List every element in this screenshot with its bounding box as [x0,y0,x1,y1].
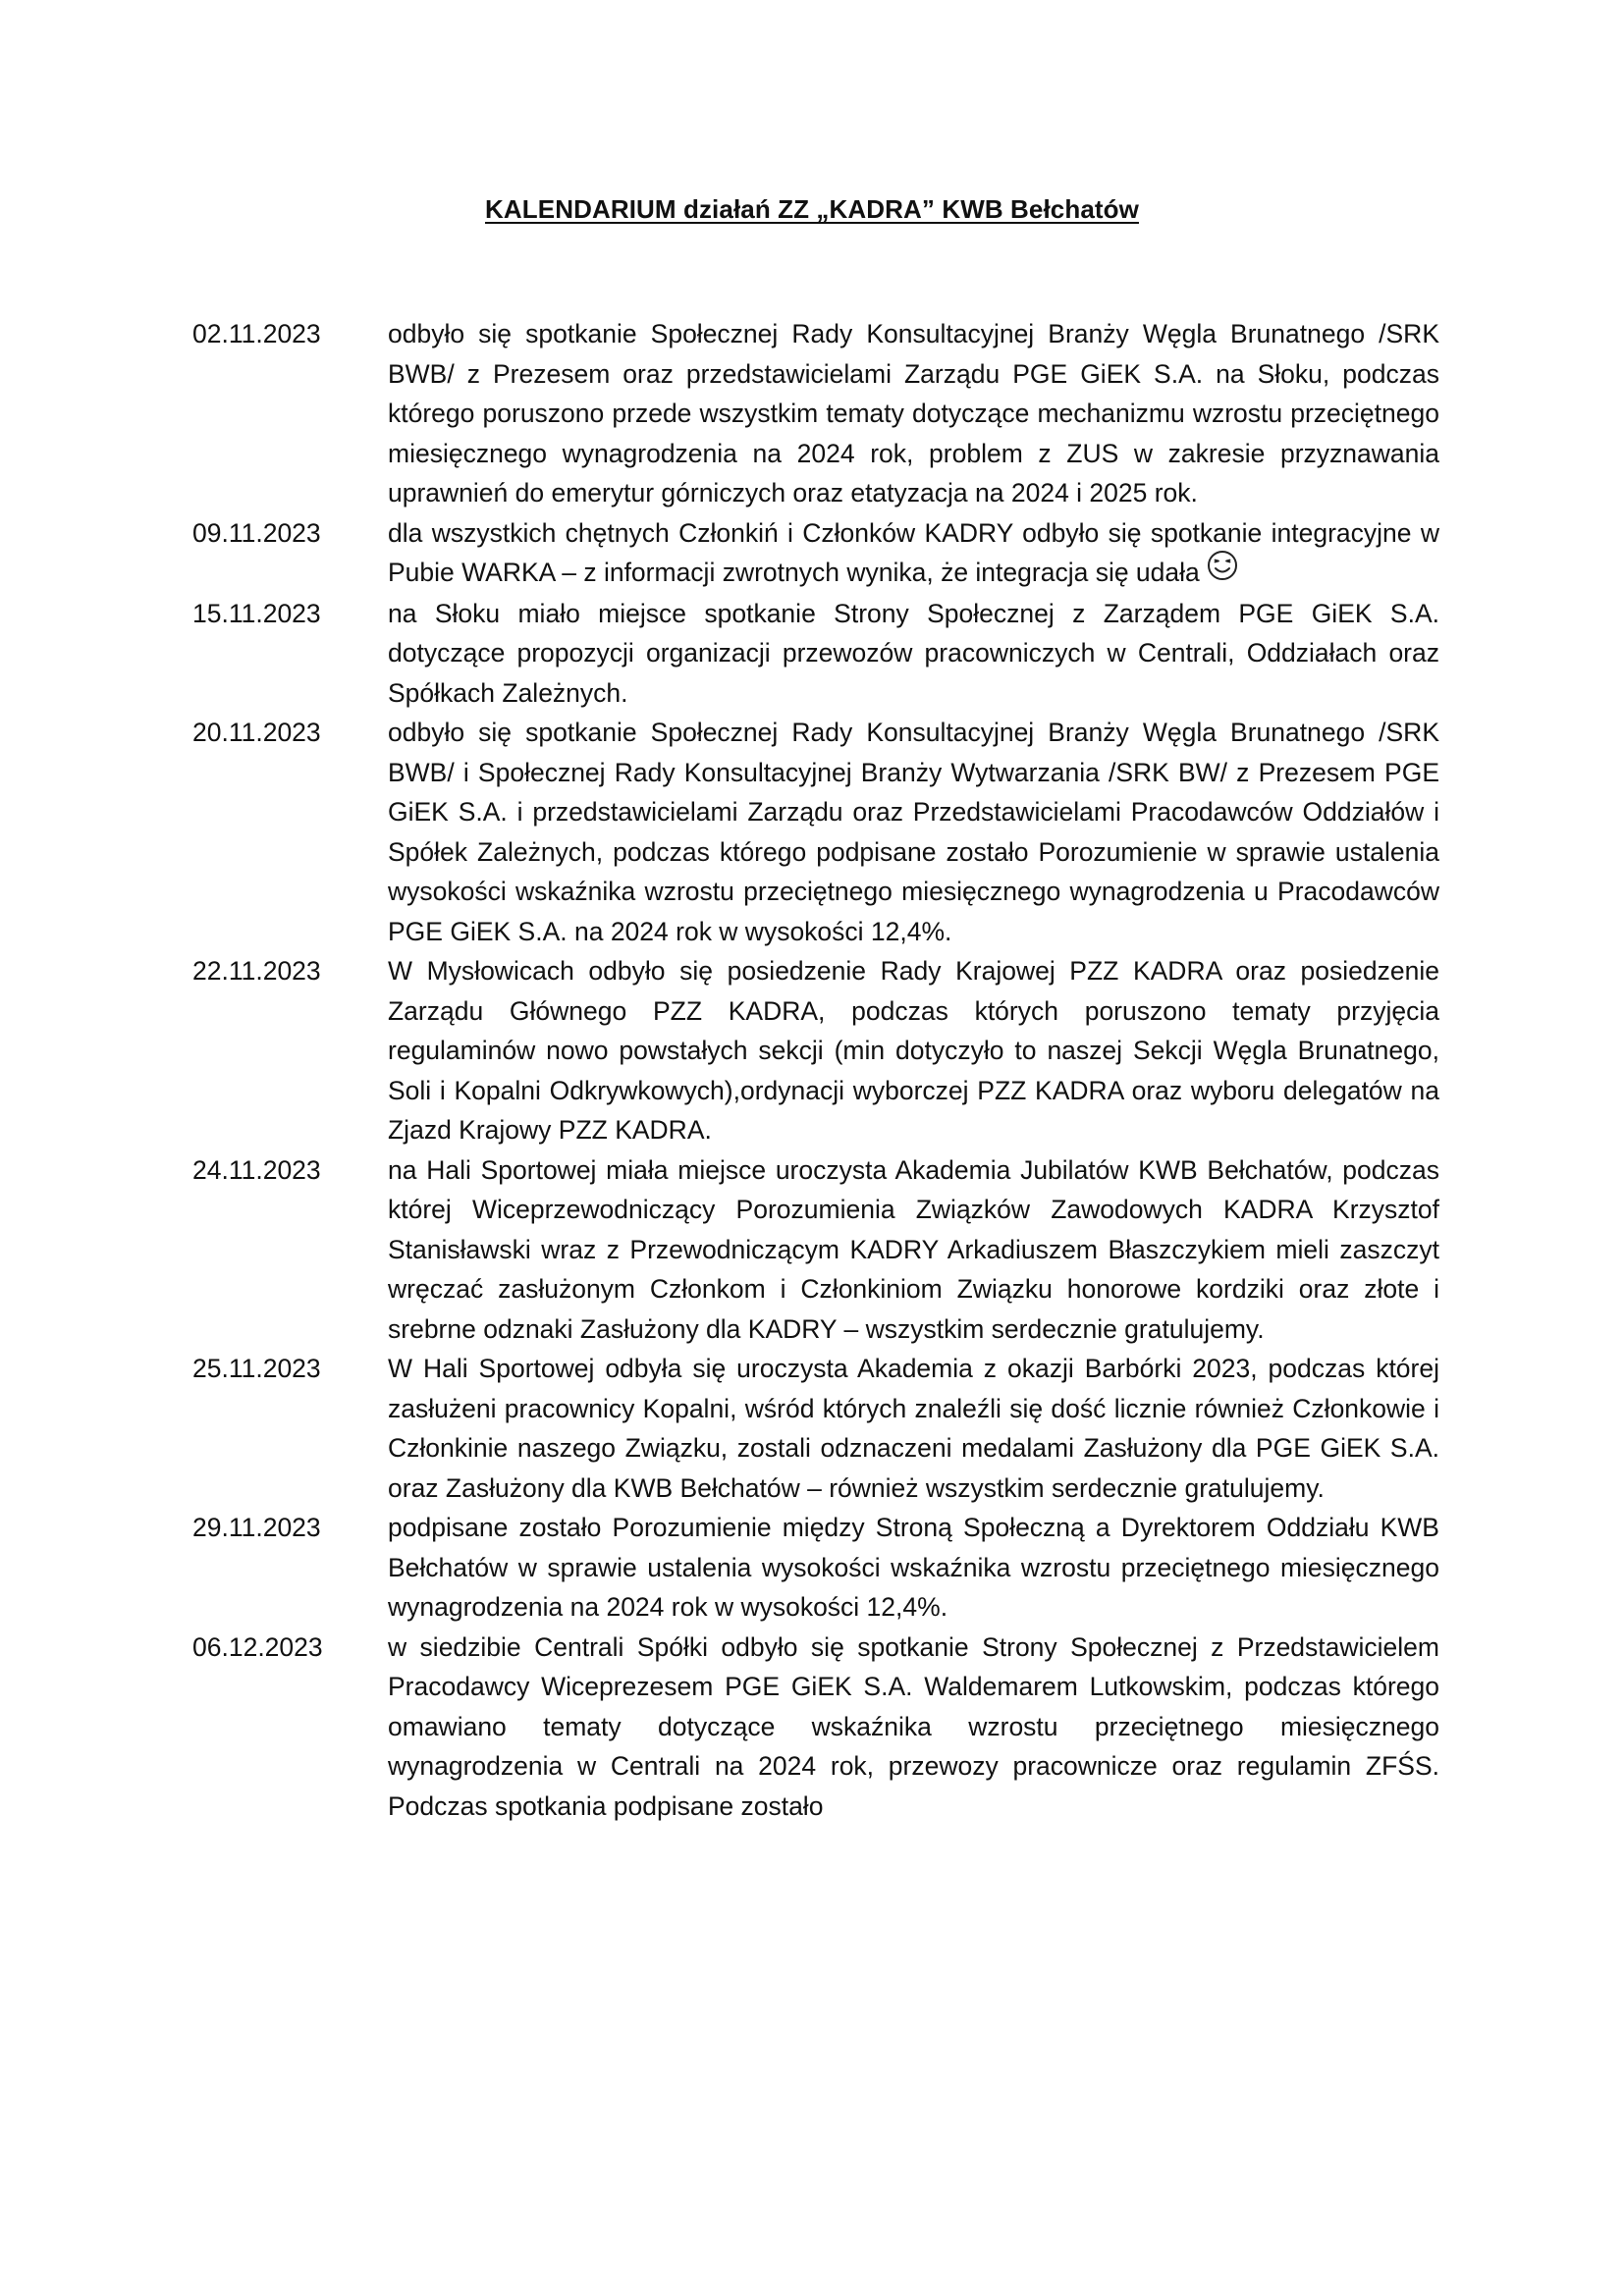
entry-text: W Hali Sportowej odbyła się uroczysta Akademia z okazji Barbórki 2023, podczas której zasłużeni pracownicy Kopalni, wśród których znaleźli się dość licznie również Członkowie i Członkinie naszego Związku, zostali odznaczeni medalami Zasłużony dla PGE GiEK S.A. oraz Zasłużony dla KWB Bełchatów – również wszystkim serdecznie gratulujemy. [388,1354,1439,1503]
entry-text-container [388,513,1439,594]
entry-date: 25.11.2023 [192,1354,321,1384]
calendar-entry [192,1150,1439,1350]
entry-text: odbyło się spotkanie Społecznej Rady Konsultacyjnej Branży Węgla Brunatnego /SRK BWB/ z Prezesem oraz przedstawicielami Zarządu PGE GiEK S.A. na Słoku, podczas którego poruszono przede wszystkim tematy dotyczące mechanizmu wzrostu przeciętnego miesięcznego wynagrodzenia na 2024 rok, problem z ZUS w zakresie przyznawania uprawnień do emerytur górniczych oraz etatyzacja na 2024 i 2025 rok. [388,319,1439,507]
entry-date: 22.11.2023 [192,956,321,987]
entry-text: W Mysłowicach odbyło się posiedzenie Rady Krajowej PZZ KADRA oraz posiedzenie Zarządu Głównego PZZ KADRA, podczas których poruszono tematy przyjęcia regulaminów nowo powstałych sekcji (min dotyczyło to naszej Sekcji Węgla Brunatnego, Soli i Kopalni Odkrywkowych),ordynacji wyborczej PZZ KADRA oraz wyboru delegatów na Zjazd Krajowy PZZ KADRA. [388,956,1439,1146]
calendar-entry [192,1508,1439,1628]
calendar-entry [192,594,1439,714]
entry-date: 24.11.2023 [192,1154,321,1185]
entry-date: 09.11.2023 [192,517,321,548]
entry-date: 02.11.2023 [192,319,321,348]
entry-date: 15.11.2023 [192,598,321,628]
entry-date: 29.11.2023 [192,1513,321,1543]
calendar-entry [192,1628,1439,1827]
calendar-entries [192,314,1439,1826]
entry-text: na Hali Sportowej miała miejsce uroczysta Akademia Jubilatów KWB Bełchatów, podczas której Wiceprzewodniczący Porozumienia Związków Zawodowych KADRA Krzysztof Stanisławski wraz z Przewodniczącym KADRY Arkadiuszem Błaszczykiem mieli zaszczyt wręczać zasłużonym Członkom i Członkiniom Związku honorowe kordziki oraz złote i srebrne odznaki Zasłużony dla KADRY – wszystkim serdecznie gratulujemy. [388,1154,1439,1344]
entry-text: w siedzibie Centrali Spółki odbyło się spotkanie Strony Społecznej z Przedstawicielem Pracodawcy Wiceprezesem PGE GiEK S.A. Waldemarem Lutkowskim, podczas którego omawiano tematy dotyczące wskaźnika wzrostu przeciętnego miesięcznego wynagrodzenia w Centrali na 2024 rok, przewozy pracownicze oraz regulamin ZFŚS. Podczas spotkania podpisane zostało [388,1631,1439,1821]
smiley-wink-icon [1206,549,1239,594]
entry-date: 06.12.2023 [192,1631,323,1662]
entry-text: dla wszystkich chętnych Członkiń i Członków KADRY odbyło się spotkanie integracyjne w Pubie WARKA – z informacji zwrotnych wynika, że integracja się udała [388,517,1439,587]
entry-text: na Słoku miało miejsce spotkanie Strony Społecznej z Zarządem PGE GiEK S.A. dotyczące propozycji organizacji przewozów pracowniczych w Centrali, Oddziałach oraz Spółkach Zależnych. [388,598,1439,708]
calendar-entry [192,314,1439,513]
calendar-entry [192,713,1439,951]
document-title: KALENDARIUM działań ZZ „KADRA” KWB Bełchatów [485,194,1139,224]
calendar-entry [192,513,1439,594]
calendar-entry [192,1349,1439,1508]
entry-text: podpisane zostało Porozumienie między Stroną Społeczną a Dyrektorem Oddziału KWB Bełchatów w sprawie ustalenia wysokości wskaźnika wzrostu przeciętnego miesięcznego wynagrodzenia na 2024 rok w wysokości 12,4%. [388,1513,1439,1623]
calendar-entry [192,951,1439,1150]
entry-date: 20.11.2023 [192,718,321,748]
entry-text: odbyło się spotkanie Społecznej Rady Konsultacyjnej Branży Węgla Brunatnego /SRK BWB/ i Społecznej Rady Konsultacyjnej Branży Wytwarzania /SRK BW/ z Prezesem PGE GiEK S.A. i przedstawicielami Zarządu oraz Przedstawicielami Pracodawców Oddziałów i Spółek Zależnych, podczas którego podpisane zostało Porozumienie w sprawie ustalenia wysokości wskaźnika wzrostu przeciętnego miesięcznego wynagrodzenia u Pracodawców PGE GiEK S.A. na 2024 rok w wysokości 12,4%. [388,718,1439,946]
